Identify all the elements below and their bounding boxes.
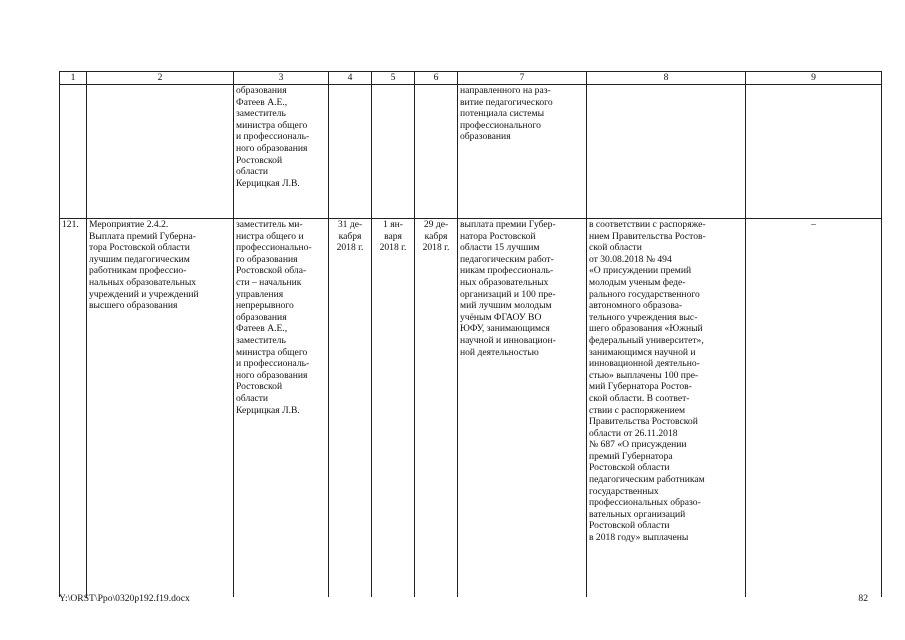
planned-date-cell: 31 де- кабря 2018 г. — [329, 219, 372, 598]
header-cell-1: 1 — [60, 72, 87, 85]
row-number-cell: 121. — [60, 219, 87, 598]
header-cell-6: 6 — [415, 72, 458, 85]
expected-result-cell: выплата премии Губер- натора Ростовской области 15 лучшим педагогическим работ- никам профессиональ- ных образовательных организаций и 100 пре- мий лучшим молодым учёным ФГАОУ ВО ЮФУ, занимающимся научной и инновацион- ной деятельностью — [458, 219, 587, 598]
start-date-cell — [372, 85, 415, 219]
table-row — [60, 219, 882, 598]
header-cell-4: 4 — [329, 72, 372, 85]
end-date-cell — [415, 85, 458, 219]
row-number-cell — [60, 85, 87, 219]
planned-date-cell — [329, 85, 372, 219]
file-path-footer: Y:\ORST\Ppo\0320p192.f19.docx — [59, 593, 190, 604]
responsible-cell: заместитель ми- нистра общего и профессионально- го образования Ростовской обла- сти – начальник управления непрерывного образования Фатеев А.Е., заместитель министра общего и профессиональ- ного образования Ростовской области Керцицкая Л.В. — [234, 219, 329, 598]
expected-result-cell: направленного на раз- витие педагогического потенциала системы профессионального образования — [458, 85, 587, 219]
responsible-cell: образования Фатеев А.Е., заместитель министра общего и профессиональ- ного образования Ростовской области Керцицкая Л.В. — [234, 85, 329, 219]
actual-result-cell — [587, 85, 746, 219]
page-number: 82 — [858, 593, 868, 604]
table-header-row — [60, 72, 882, 85]
header-cell-9: 9 — [746, 72, 882, 85]
notes-cell — [746, 85, 882, 219]
notes-cell: – — [746, 219, 882, 598]
start-date-cell: 1 ян- варя 2018 г. — [372, 219, 415, 598]
event-name-cell — [87, 85, 234, 219]
header-cell-2: 2 — [87, 72, 234, 85]
header-cell-3: 3 — [234, 72, 329, 85]
event-name-cell: Мероприятие 2.4.2. Выплата премий Губерна- тора Ростовской области лучшим педагогическим работникам профессио- нальных образовательных учреждений и учреждений высшего образования — [87, 219, 234, 598]
actual-result-cell: в соответствии с распоряже- нием Правительства Ростов- ской области от 30.08.2018 № 494 «О присуждении премий молодым ученым феде- рального государственного автономного образова- тельного учреждения выс- шего образования «Южный федеральный университет», занимающимся научной и инновационной деятельно- стью» выплачены 100 пре- мий Губернатора Ростов- ской области. В соответ- ствии с распоряжением Правительства Ростовской области от 26.11.2018 № 687 «О присуждении премий Губернатора Ростовской области педагогическим работникам государственных профессиональных образо- вательных организаций Ростовской области в 2018 году» выплачены — [587, 219, 746, 598]
table-row — [60, 85, 882, 219]
header-cell-8: 8 — [587, 72, 746, 85]
header-cell-5: 5 — [372, 72, 415, 85]
end-date-cell: 29 де- кабря 2018 г. — [415, 219, 458, 598]
plan-table — [59, 71, 882, 597]
header-cell-7: 7 — [458, 72, 587, 85]
